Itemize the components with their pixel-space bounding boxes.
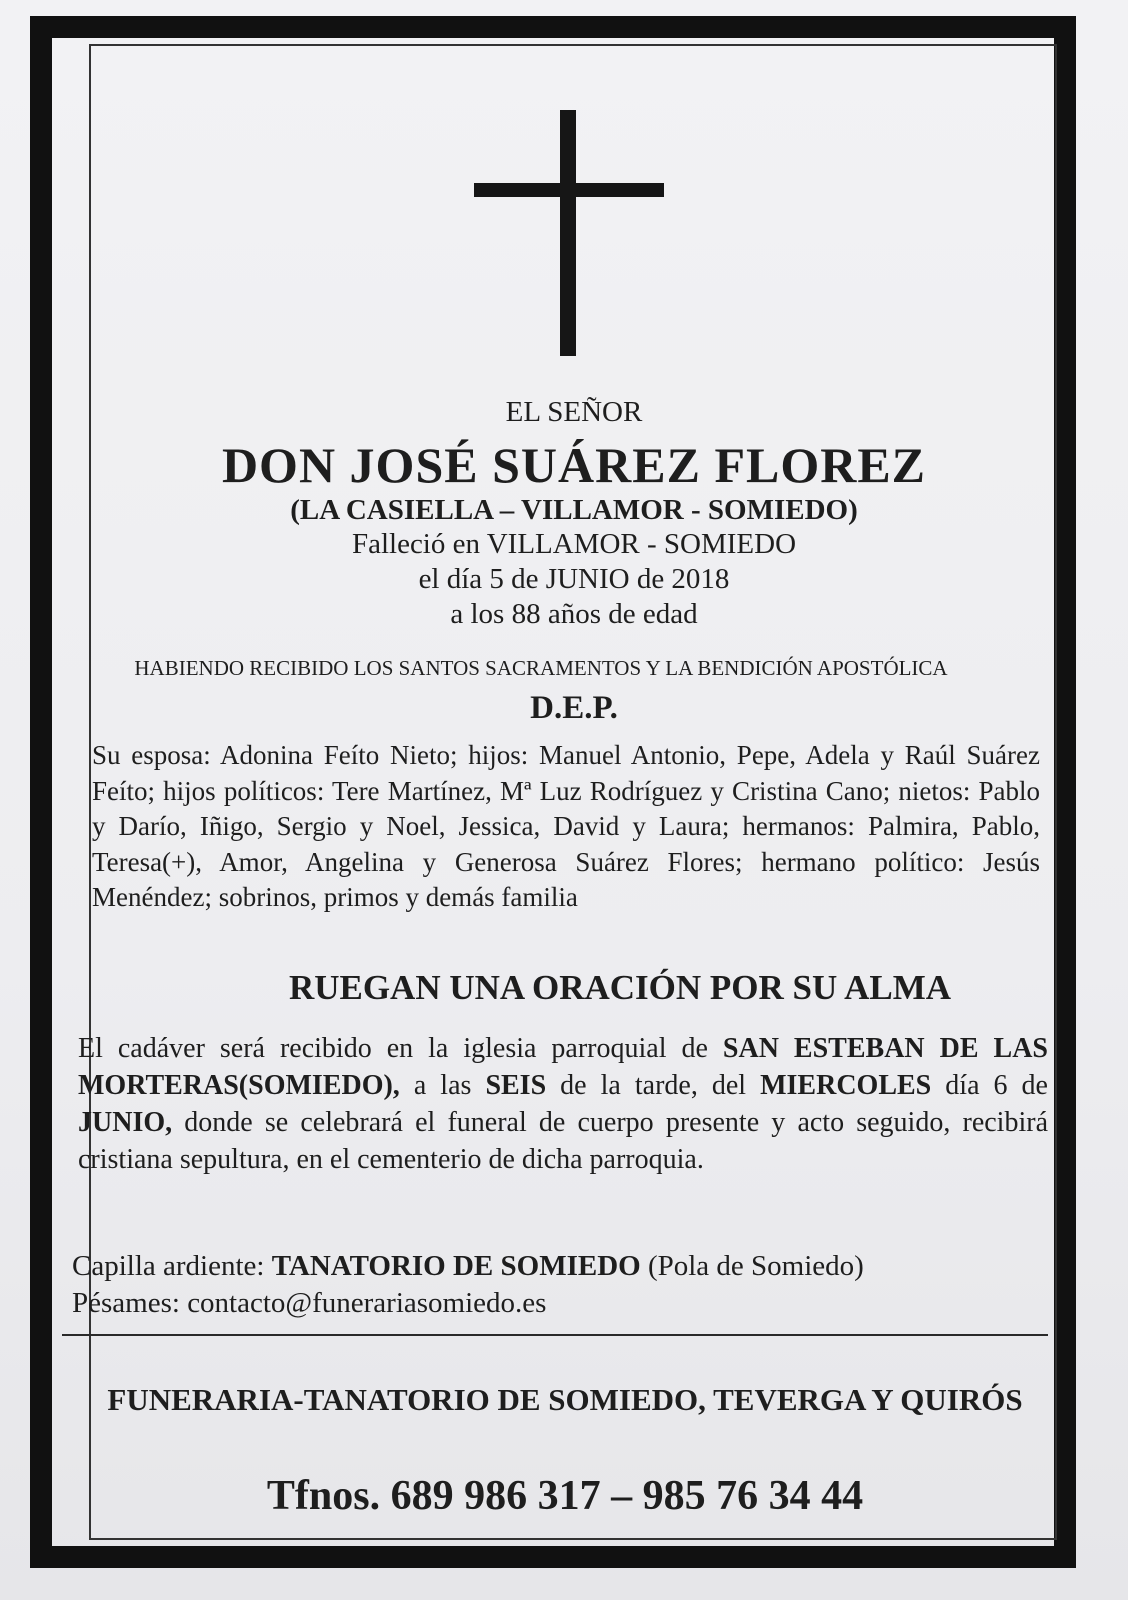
date-of-death: el día 5 de JUNIO de 2018: [418, 563, 730, 595]
chapel-label: Capilla ardiente:: [72, 1250, 272, 1282]
funeral-paragraph: [78, 1030, 1048, 1178]
family-paragraph: Su esposa: Adonina Feíto Nieto; hijos: Manuel Antonio, Pepe, Adela y Raúl Suárez Feíto; hijos políticos: Tere Martínez, Mª Luz Rodríguez y Cristina Cano; nietos: Pablo y Darío, Iñigo, Sergio y Noel, Jessica, David y Laura; hermanos: Palmira, Pablo, Teresa(+), Amor, Angelina y Generosa Suárez Flores; hermano político: Jesús Menéndez; sobrinos, primos y demás familia: [92, 740, 1040, 912]
deceased-name: DON JOSÉ SUÁREZ FLOREZ: [221, 437, 927, 493]
funeral-text-4: día 6 de: [931, 1070, 1048, 1101]
sacraments-line: HABIENDO RECIBIDO LOS SANTOS SACRAMENTOS Y LA BENDICIÓN APOSTÓLICA: [134, 656, 948, 680]
funeral-month: JUNIO,: [78, 1107, 173, 1138]
cross-icon-bar: [474, 183, 664, 197]
funeral-time: SEIS: [485, 1070, 547, 1101]
chapel-line: [72, 1250, 864, 1283]
funeral-text-1: El cadáver será recibido en la iglesia parroquial de: [78, 1033, 723, 1064]
funeral-text-2: a las: [399, 1070, 486, 1101]
chapel-location: (Pola de Somiedo): [640, 1250, 864, 1282]
funeral-home-name: FUNERARIA-TANATORIO DE SOMIEDO, TEVERGA Y QUIRÓS: [107, 1382, 1023, 1417]
origin: (LA CASIELLA – VILLAMOR - SOMIEDO): [290, 494, 858, 526]
funeral-text-3: de la tarde, del: [546, 1070, 761, 1101]
phone-numbers: Tfnos. 689 986 317 – 985 76 34 44: [266, 1473, 864, 1519]
place-of-death: Falleció en VILLAMOR - SOMIEDO: [351, 528, 797, 560]
condolences-email: contacto@funerariasomiedo.es: [187, 1287, 547, 1319]
honorific: EL SEÑOR: [505, 396, 643, 428]
condolences-line: [72, 1287, 546, 1320]
age: a los 88 años de edad: [450, 598, 698, 630]
funeral-text-5: donde se celebrará el funeral de cuerpo presente y acto seguido, recibirá cristiana sepultura, en el cementerio de dicha parroquia.: [78, 1107, 1048, 1175]
church-name: SAN ESTEBAN DE LAS MORTERAS(SOMIEDO),: [78, 1033, 1048, 1101]
cross-icon: [560, 110, 576, 356]
chapel-place: TANATORIO DE SOMIEDO: [271, 1250, 641, 1282]
funeral-weekday: MIERCOLES: [760, 1070, 932, 1101]
divider: [62, 1334, 1048, 1336]
rip: D.E.P.: [530, 690, 618, 726]
condolences-label: Pésames:: [72, 1287, 188, 1319]
prayer-request: RUEGAN UNA ORACIÓN POR SU ALMA: [288, 968, 952, 1007]
